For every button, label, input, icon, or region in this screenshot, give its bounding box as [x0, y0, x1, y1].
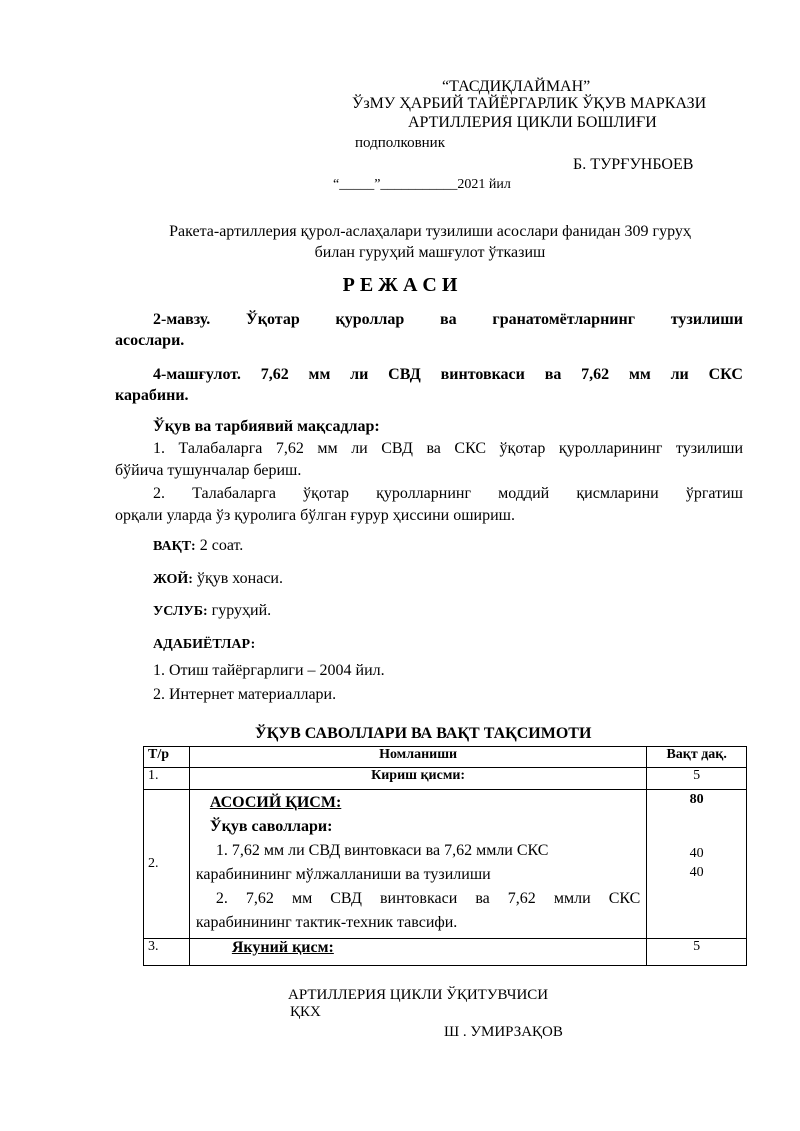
goal-1-line1: 1. Талабаларга 7,62 мм ли СВД ва СКС ўқотар қуролларининг тузилиши	[153, 440, 743, 457]
main-total-time: 80	[689, 792, 704, 807]
question-2-line2: карабинининг тактик-техник тавсифи.	[195, 914, 458, 931]
topic-line1	[153, 311, 743, 329]
approval-org-line1: ЎзМУ ҲАРБИЙ ТАЙЁРГАРЛИК ЎҚУВ МАРКАЗИ	[352, 95, 707, 112]
document-heading: Р Е Ж А С И	[342, 274, 458, 296]
lesson-plan-table	[143, 746, 747, 966]
table-row	[144, 768, 747, 790]
topic-word: тузилиши	[670, 311, 743, 328]
literature-item-1: 1. Отиш тайёргарлиги – 2004 йил.	[153, 662, 385, 679]
topic-word: ва	[440, 311, 457, 328]
goal-2-line1: 2. Талабаларга ўқотар қуролларнинг моддий қисмларини ўргатиш	[153, 485, 743, 502]
approval-org-line2: АРТИЛЛЕРИЯ ЦИКЛИ БОШЛИҒИ	[408, 114, 657, 131]
method-value: гуруҳий.	[207, 602, 272, 619]
approval-rank: подполковник	[355, 135, 445, 151]
signature-rank: ҚКХ	[290, 1004, 321, 1020]
row-main-times	[647, 790, 747, 939]
literature-heading: АДАБИЁТЛАР:	[153, 637, 256, 652]
lesson-word: 7,62	[260, 366, 289, 383]
place-label: ЖОЙ:	[153, 572, 193, 587]
row-name-cell	[189, 939, 646, 966]
question-1-time: 40	[689, 846, 704, 861]
topic-line2: асослари.	[115, 332, 185, 349]
header-time: Вақт дақ.	[647, 747, 747, 768]
questions-heading: Ўқув саволлари:	[209, 818, 333, 835]
goal-2-line2: орқали уларда ўз қуролига бўлган ғурур ҳиссини ошириш.	[115, 507, 515, 524]
lesson-word: СКС	[708, 366, 743, 383]
row-num: 3.	[144, 939, 190, 966]
subtitle-line2: билан гуруҳий машғулот ўтказиш	[314, 244, 546, 261]
place-value: ўқув хонаси.	[192, 570, 283, 587]
table-header-row	[144, 747, 747, 768]
literature-item-2: 2. Интернет материаллари.	[153, 686, 337, 703]
table-row-main	[144, 790, 747, 939]
lesson-word: 4-машғулот.	[153, 366, 241, 383]
lesson-word: СВД	[388, 366, 421, 383]
row-num: 2.	[144, 790, 190, 939]
header-name: Номланиши	[189, 747, 646, 768]
row-name: Якуний қисм:	[231, 939, 334, 956]
approval-name: Б. ТУРҒУНБОЕВ	[573, 156, 694, 173]
method-line	[153, 602, 271, 620]
lesson-word: 7,62	[581, 366, 610, 383]
table-title: ЎҚУВ САВОЛЛАРИ ВА ВАҚТ ТАҚСИМОТИ	[255, 725, 592, 742]
row-time: 5	[647, 768, 747, 790]
row-num: 1.	[144, 768, 190, 790]
question-2-time: 40	[689, 865, 704, 880]
lesson-word: мм	[628, 366, 651, 383]
header-num: Т/р	[144, 747, 190, 768]
lesson-line1	[153, 366, 743, 384]
row-time: 5	[647, 939, 747, 966]
signature-position: АРТИЛЛЕРИЯ ЦИКЛИ ЎҚИТУВЧИСИ	[288, 987, 549, 1003]
lesson-word: винтовкаси	[440, 366, 525, 383]
topic-word: гранатомётларнинг	[492, 311, 635, 328]
subtitle-line1: Ракета-артиллерия қурол-аслаҳалари тузилиши асослари фанидан 309 гуруҳ	[169, 223, 691, 240]
time-label: ВАҚТ:	[153, 539, 196, 554]
goal-1-line2: бўйича тушунчалар бериш.	[115, 462, 302, 479]
method-label: УСЛУБ:	[153, 604, 208, 619]
approval-title: “ТАСДИҚЛАЙМАН”	[442, 78, 591, 95]
time-value: 2 соат.	[195, 537, 244, 554]
question-1-line2: карабинининг мўлжалланиши ва тузилиши	[195, 866, 491, 883]
row-main-content	[189, 790, 646, 939]
main-section-title: АСОСИЙ ҚИСМ:	[209, 794, 342, 811]
approval-date-line: “_____”___________2021 йил	[333, 177, 511, 192]
lesson-word: ва	[544, 366, 562, 383]
lesson-word: ли	[670, 366, 689, 383]
topic-word: Ўқотар	[246, 311, 300, 328]
lesson-line2: карабини.	[115, 387, 189, 404]
time-line	[153, 537, 243, 555]
question-2-line1: 2. 7,62 мм СВД винтовкаси ва 7,62 ммли СКС	[215, 890, 641, 907]
signature-name: Ш . УМИРЗАҚОВ	[444, 1024, 563, 1040]
table-row	[144, 939, 747, 966]
lesson-word: ли	[350, 366, 369, 383]
place-line	[153, 570, 283, 588]
topic-word: 2-мавзу.	[153, 311, 211, 328]
row-name: Кириш қисми:	[189, 768, 646, 790]
topic-word: қуроллар	[335, 311, 405, 328]
question-1-line1: 1. 7,62 мм ли СВД винтовкаси ва 7,62 ммли СКС	[215, 842, 549, 859]
goals-heading: Ўқув ва тарбиявий мақсадлар:	[153, 418, 380, 435]
lesson-word: мм	[308, 366, 331, 383]
